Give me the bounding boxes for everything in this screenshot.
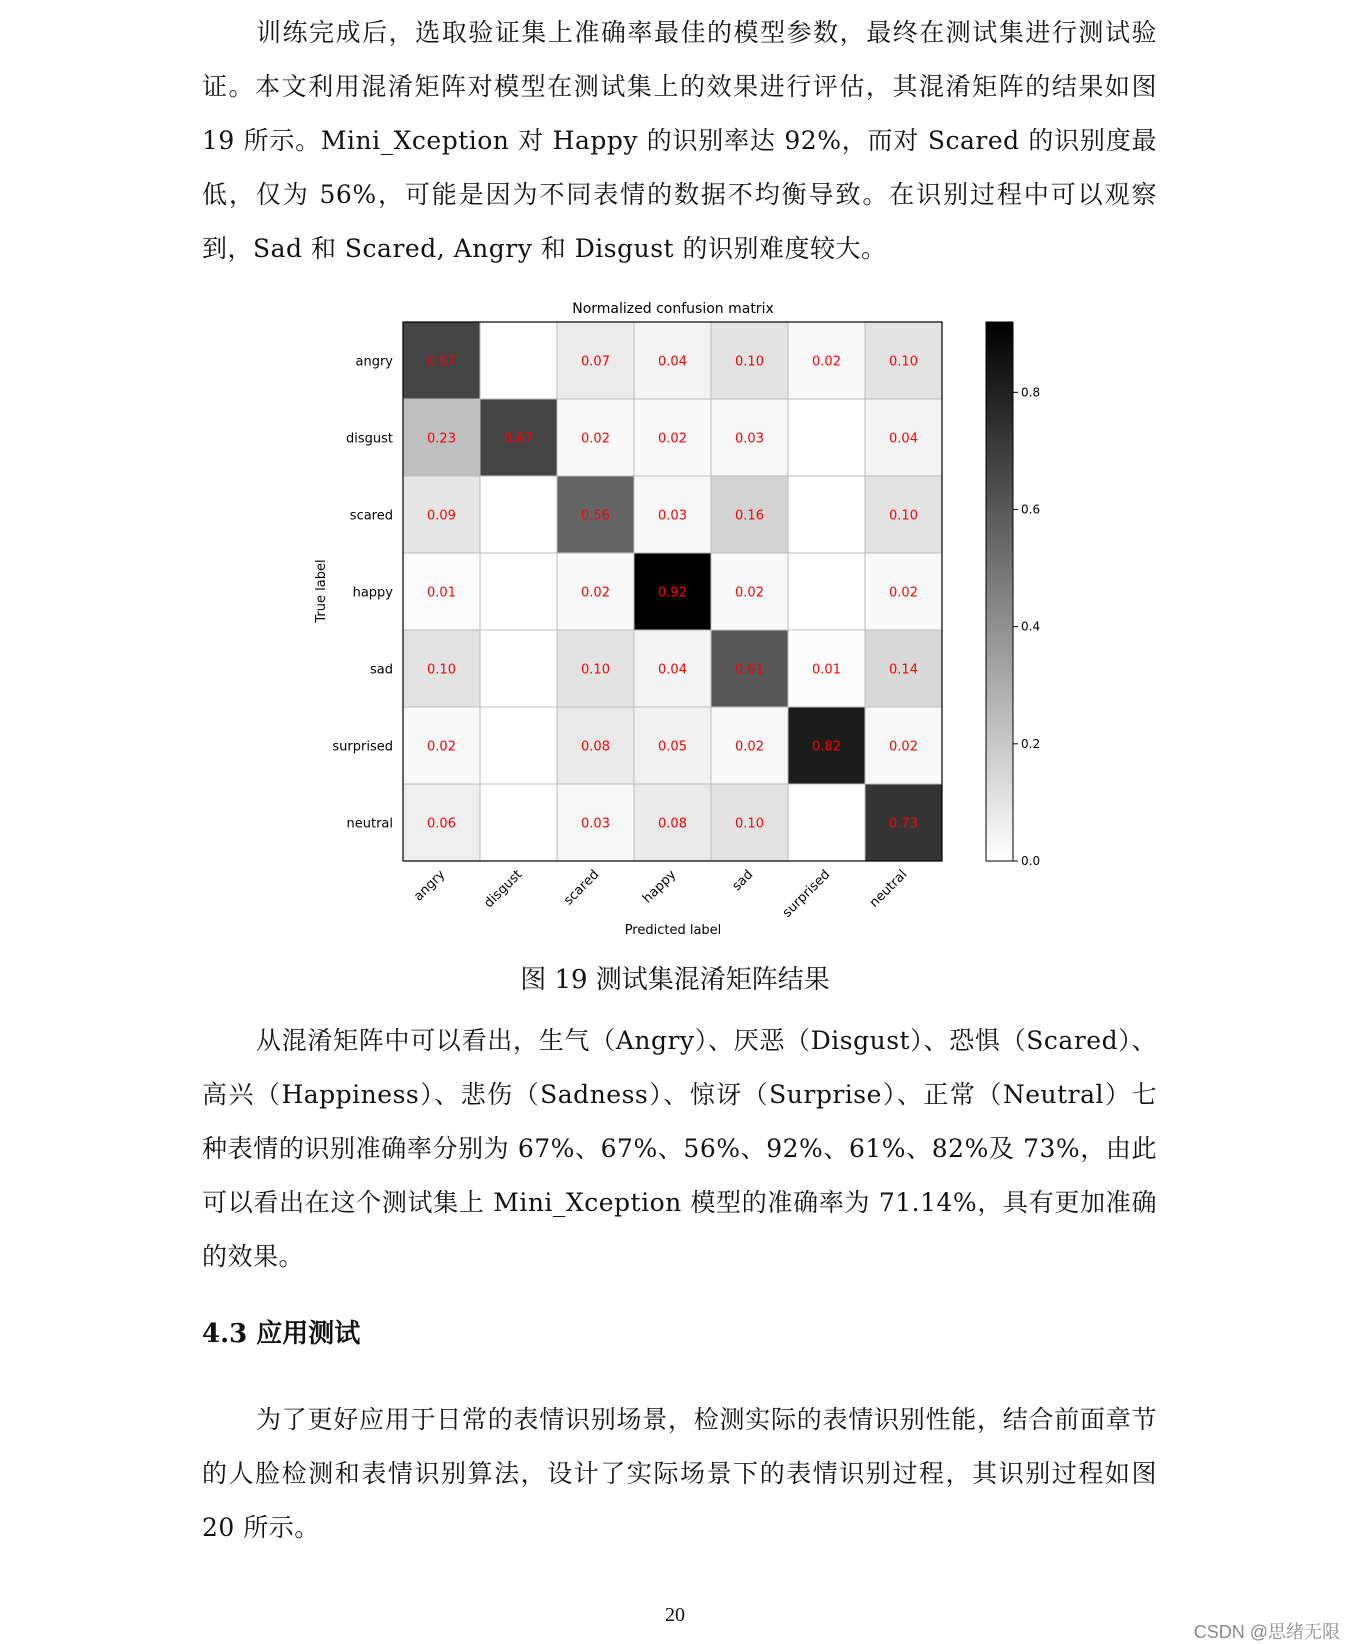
cell-value-label: 0.02 xyxy=(735,585,764,601)
cell-value-label: 0.02 xyxy=(658,431,687,447)
cell-value-label: 0.03 xyxy=(658,508,687,524)
cell-value-label: 0.03 xyxy=(581,816,610,832)
matrix-cell-scared-surprised xyxy=(788,476,865,553)
cell-value-label: 0.04 xyxy=(889,431,918,447)
col-tick-label: disgust xyxy=(481,867,526,912)
matrix-cell-surprised-disgust xyxy=(480,707,557,784)
chart-title: Normalized confusion matrix xyxy=(572,301,774,317)
paragraph-intro: 训练完成后，选取验证集上准确率最佳的模型参数，最终在测试集进行测试验证。本文利用混淆矩阵对模型在测试集上的效果进行评估，其混淆矩阵的结果如图 19 所示。Mini_Xception 对 Happy 的识别率达 92%，而对 Scared 的识别度最低，仅为 56%，可能是因为不同表情的数据不均衡导致。在识别过程中可以观察到，Sad 和 Scared, Angry 和 Disgust 的识别难度较大。 xyxy=(202,18,1157,263)
paragraph-results: 从混淆矩阵中可以看出，生气（Angry）、厌恶（Disgust）、恐惧（Scared）、高兴（Happiness）、悲伤（Sadness）、惊讶（Surprise）、正常（Neutral）七种表情的识别准确率分别为 67%、67%、56%、92%、61%、82%及 73%，由此可以看出在这个测试集上 Mini_Xception 模型的准确率为 71.14%，具有更加准确的效果。 xyxy=(202,1026,1157,1271)
cell-value-label: 0.08 xyxy=(581,739,610,755)
cell-value-label: 0.23 xyxy=(427,431,456,447)
matrix-cell-disgust-surprised xyxy=(788,399,865,476)
y-axis-label: True label xyxy=(314,559,329,623)
cell-value-label: 0.07 xyxy=(581,354,610,370)
cell-value-label: 0.82 xyxy=(812,739,841,755)
cell-value-label: 0.01 xyxy=(427,585,456,601)
cell-value-label: 0.73 xyxy=(889,816,918,832)
cell-value-label: 0.10 xyxy=(889,354,918,370)
cell-value-label: 0.61 xyxy=(735,662,764,678)
cell-value-label: 0.14 xyxy=(889,662,918,678)
cell-value-label: 0.02 xyxy=(581,585,610,601)
cell-value-label: 0.10 xyxy=(735,354,764,370)
row-tick-label: neutral xyxy=(346,816,393,832)
matrix-cell-neutral-disgust xyxy=(480,784,557,861)
figure-caption: 图 19 测试集混淆矩阵结果 xyxy=(520,965,830,995)
cell-value-label: 0.02 xyxy=(427,739,456,755)
cell-value-label: 0.04 xyxy=(658,662,687,678)
colorbar-tick-label: 0.4 xyxy=(1021,619,1041,634)
cell-value-label: 0.67 xyxy=(504,431,533,447)
col-tick-label: scared xyxy=(561,867,603,909)
cell-value-label: 0.09 xyxy=(427,508,456,524)
cell-value-label: 0.02 xyxy=(889,739,918,755)
row-tick-label: sad xyxy=(370,662,393,678)
confusion-matrix-figure xyxy=(0,290,1350,938)
matrix-cell-happy-surprised xyxy=(788,553,865,630)
cell-value-label: 0.05 xyxy=(658,739,687,755)
x-axis-label: Predicted label xyxy=(624,923,722,938)
cell-value-label: 0.02 xyxy=(735,739,764,755)
colorbar xyxy=(986,322,1013,861)
cell-value-label: 0.92 xyxy=(658,585,687,601)
cell-value-label: 0.02 xyxy=(889,585,918,601)
row-tick-label: happy xyxy=(352,585,393,601)
page-number: 20 xyxy=(665,1604,685,1626)
row-tick-label: surprised xyxy=(332,739,393,755)
cell-value-label: 0.16 xyxy=(735,508,764,524)
matrix-cell-happy-disgust xyxy=(480,553,557,630)
paragraph-application: 为了更好应用于日常的表情识别场景，检测实际的表情识别性能，结合前面章节的人脸检测和表情识别算法，设计了实际场景下的表情识别过程，其识别过程如图 20 所示。 xyxy=(202,1405,1157,1542)
cell-value-label: 0.67 xyxy=(427,354,456,370)
cell-value-label: 0.56 xyxy=(581,508,610,524)
cell-value-label: 0.02 xyxy=(581,431,610,447)
col-tick-label: neutral xyxy=(866,867,911,911)
colorbar-tick-label: 0.8 xyxy=(1021,385,1041,400)
col-tick-label: happy xyxy=(640,867,680,907)
row-tick-label: angry xyxy=(355,354,393,370)
cell-value-label: 0.06 xyxy=(427,816,456,832)
col-tick-label: sad xyxy=(729,867,757,895)
matrix-cell-angry-disgust xyxy=(480,322,557,399)
colorbar-tick-label: 0.2 xyxy=(1021,736,1041,751)
row-tick-label: disgust xyxy=(346,431,393,447)
cell-value-label: 0.10 xyxy=(889,508,918,524)
cell-value-label: 0.01 xyxy=(812,662,841,678)
cell-value-label: 0.02 xyxy=(812,354,841,370)
cell-value-label: 0.10 xyxy=(735,816,764,832)
cell-value-label: 0.10 xyxy=(427,662,456,678)
matrix-cell-scared-disgust xyxy=(480,476,557,553)
cell-value-label: 0.04 xyxy=(658,354,687,370)
row-tick-label: scared xyxy=(349,508,393,524)
section-heading: 4.3 应用测试 xyxy=(202,1319,361,1349)
col-tick-label: angry xyxy=(411,867,449,905)
watermark: CSDN @思绪无限 xyxy=(1193,1622,1340,1642)
cell-value-label: 0.10 xyxy=(581,662,610,678)
matrix-cell-sad-disgust xyxy=(480,630,557,707)
colorbar-tick-label: 0.6 xyxy=(1021,502,1041,517)
col-tick-label: surprised xyxy=(779,867,834,921)
cell-value-label: 0.03 xyxy=(735,431,764,447)
colorbar-tick-label: 0.0 xyxy=(1021,854,1041,868)
cell-value-label: 0.08 xyxy=(658,816,687,832)
matrix-cell-neutral-surprised xyxy=(788,784,865,861)
